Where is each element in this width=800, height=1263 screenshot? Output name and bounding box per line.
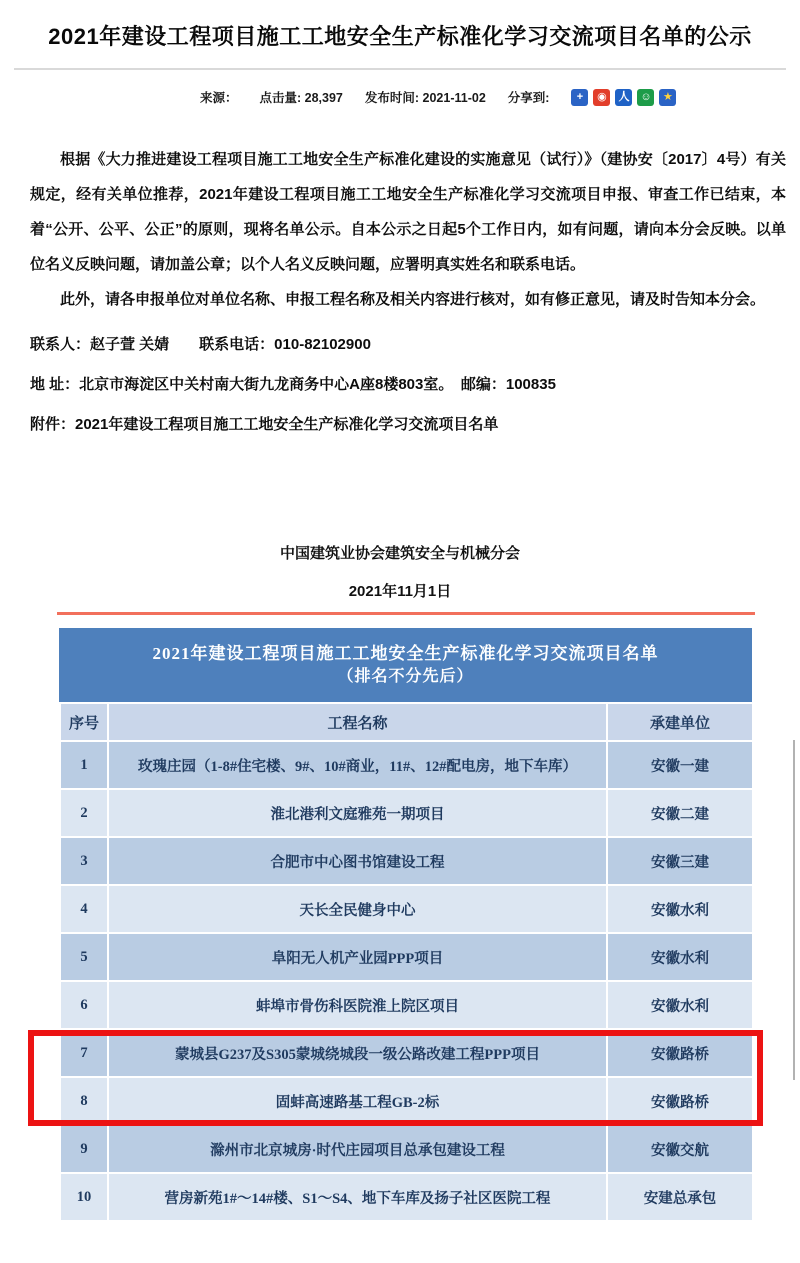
cell-contractor: 安徽一建 (608, 742, 752, 788)
paragraph-1: 根据《大力推进建设工程项目施工工地安全生产标准化建设的实施意见（试行）》（建协安〔2017〕4号）有关规定，经有关单位推荐，2021年建设工程项目施工工地安全生产标准化学习交流项目申报、审查工作已结束，本着“公开、公平、公正”的原则，现将名单公示。自本公示之日起5个工作日内，如有问题，请向本分会反映。以单位名义反映问题，请加盖公章；以个人名义反映问题，应署明真实姓名和联系电话。 (30, 151, 786, 273)
table-caption (59, 628, 752, 702)
玫瑰庄园（1-8#住宅楼、9#、10#商业，11#、12#配电房，地下车库） (61, 742, 752, 788)
天长全民健身中心 (61, 886, 752, 932)
cell-project-name: 玫瑰庄园（1-8#住宅楼、9#、10#商业，11#、12#配电房，地下车库） (109, 742, 606, 788)
contact-person-line: 联系人：赵子萱 关婧 联系电话：010-82102900 (30, 336, 371, 353)
cell-seq: 8 (61, 1078, 107, 1124)
cell-project-name: 营房新苑1#～14#楼、S1～S4、地下车库及扬子社区医院工程 (109, 1174, 606, 1220)
cell-seq: 9 (61, 1126, 107, 1172)
cell-seq: 6 (61, 982, 107, 1028)
project-table (59, 702, 754, 1222)
page-title: 2021年建设工程项目施工工地安全生产标准化学习交流项目名单的公示 (48, 24, 752, 49)
scrollbar[interactable] (793, 740, 795, 1080)
table-header-row (61, 704, 752, 740)
source-label: 来源： (200, 91, 238, 105)
document-body (0, 142, 800, 317)
cell-contractor: 安徽水利 (608, 934, 752, 980)
淮北港利文庭雅苑一期项目 (61, 790, 752, 836)
attachment-line: 附件：2021年建设工程项目施工工地安全生产标准化学习交流项目名单 (30, 416, 499, 433)
address-line: 地 址：北京市海淀区中关村南大街九龙商务中心A座8楼803室。 邮编：100835 (30, 376, 556, 393)
share-qzone-icon[interactable]: ★ (659, 89, 676, 106)
cell-project-name: 阜阳无人机产业园PPP项目 (109, 934, 606, 980)
cell-seq: 5 (61, 934, 107, 980)
table-caption-line2: （排名不分先后） (337, 668, 474, 685)
meta-row (200, 88, 800, 106)
滁州市北京城房·时代庄园项目总承包建设工程 (61, 1126, 752, 1172)
cell-project-name: 固蚌高速路基工程GB-2标 (109, 1078, 606, 1124)
contact-block (0, 325, 800, 445)
cell-contractor: 安徽路桥 (608, 1030, 752, 1076)
cell-project-name: 淮北港利文庭雅苑一期项目 (109, 790, 606, 836)
project-table-section (59, 628, 752, 1222)
paragraph-2: 此外，请各申报单位对单位名称、申报工程名称及相关内容进行核对，如有修正意见，请及时告知本分会。 (60, 291, 766, 308)
cell-project-name: 蚌埠市骨伤科医院淮上院区项目 (109, 982, 606, 1028)
cell-contractor: 安徽三建 (608, 838, 752, 884)
蒙城县G237及S305蒙城绕城段一级公路改建工程PPP项目 (61, 1030, 752, 1076)
cell-seq: 7 (61, 1030, 107, 1076)
固蚌高速路基工程GB-2标 (61, 1078, 752, 1124)
share-icons (571, 89, 676, 106)
title-divider (14, 68, 786, 70)
cell-contractor: 安徽二建 (608, 790, 752, 836)
cell-contractor: 安徽交航 (608, 1126, 752, 1172)
share-weibo-icon[interactable]: ◉ (593, 89, 610, 106)
cell-contractor: 安徽水利 (608, 886, 752, 932)
click-count: 点击量: 28,397 (259, 91, 343, 105)
cell-seq: 2 (61, 790, 107, 836)
publish-date: 发布时间: 2021-11-02 (364, 91, 486, 105)
cell-project-name: 天长全民健身中心 (109, 886, 606, 932)
column-header-unit: 承建单位 (608, 704, 752, 740)
合肥市中心图书馆建设工程 (61, 838, 752, 884)
share-qq-icon[interactable]: 人 (615, 89, 632, 106)
cell-contractor: 安徽路桥 (608, 1078, 752, 1124)
share-label: 分享到: (507, 91, 550, 105)
cell-project-name: 滁州市北京城房·时代庄园项目总承包建设工程 (109, 1126, 606, 1172)
signature-block (0, 543, 800, 603)
table-caption-line1: 2021年建设工程项目施工工地安全生产标准化学习交流项目名单 (152, 644, 659, 663)
share-wechat-icon[interactable]: ☺ (637, 89, 654, 106)
阜阳无人机产业园PPP项目 (61, 934, 752, 980)
cell-seq: 3 (61, 838, 107, 884)
share-plus-icon[interactable]: + (571, 89, 588, 106)
cell-seq: 10 (61, 1174, 107, 1220)
cell-project-name: 蒙城县G237及S305蒙城绕城段一级公路改建工程PPP项目 (109, 1030, 606, 1076)
cell-contractor: 安徽水利 (608, 982, 752, 1028)
cell-project-name: 合肥市中心图书馆建设工程 (109, 838, 606, 884)
column-header-seq: 序号 (61, 704, 107, 740)
cell-seq: 4 (61, 886, 107, 932)
accent-line (57, 612, 755, 615)
cell-contractor: 安建总承包 (608, 1174, 752, 1220)
cell-seq: 1 (61, 742, 107, 788)
column-header-name: 工程名称 (109, 704, 606, 740)
issuing-organization: 中国建筑业协会建筑安全与机械分会 (279, 545, 520, 562)
issue-date: 2021年11月1日 (348, 583, 452, 600)
营房新苑1#～14#楼、S1～S4、地下车库及扬子社区医院工程 (61, 1174, 752, 1220)
蚌埠市骨伤科医院淮上院区项目 (61, 982, 752, 1028)
